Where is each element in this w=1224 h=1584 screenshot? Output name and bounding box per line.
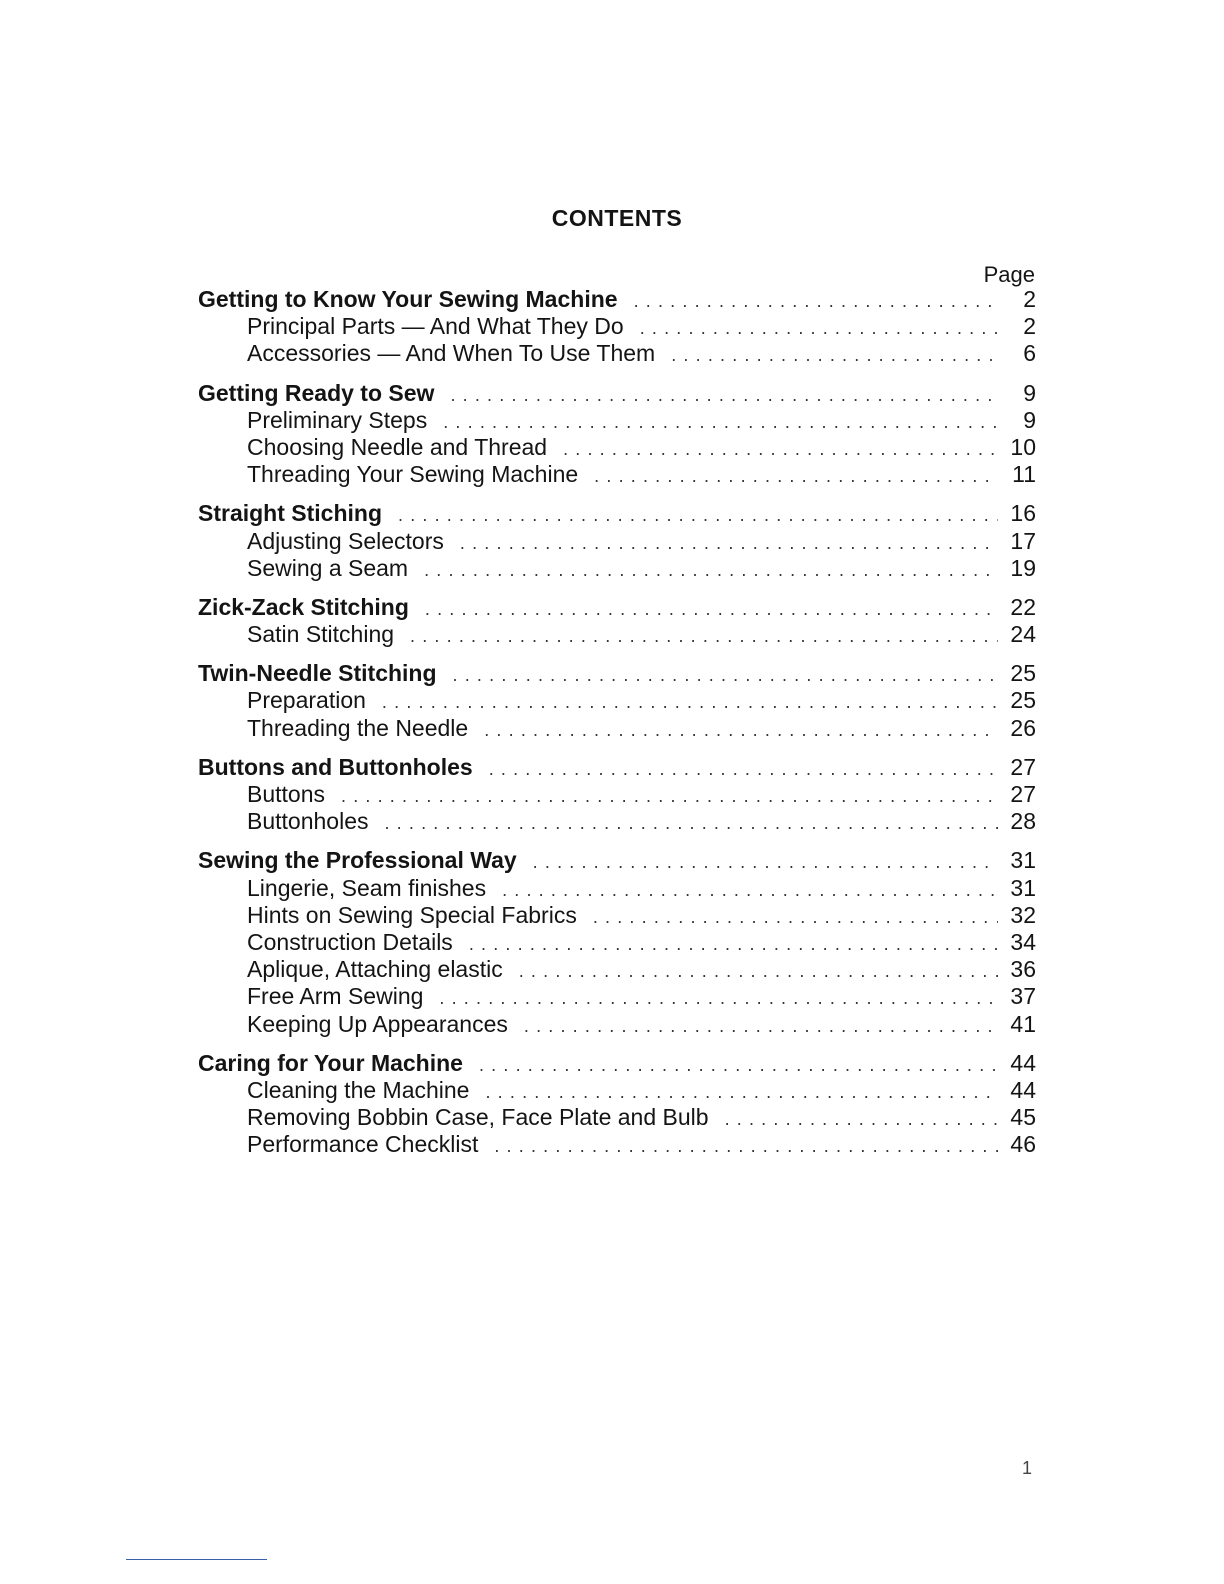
dot-leader	[485, 1079, 998, 1106]
section-title: Straight Stiching	[198, 500, 382, 527]
entry-page-number: 24	[1010, 621, 1036, 648]
toc-section-row	[198, 500, 1036, 527]
toc-entry-row	[198, 1077, 1036, 1104]
dot-leader	[594, 463, 998, 490]
entry-label: Removing Bobbin Case, Face Plate and Bulb	[247, 1104, 709, 1131]
dot-leader	[502, 877, 998, 904]
toc-entry-row	[198, 983, 1036, 1010]
toc-entry-row	[198, 555, 1036, 582]
section-page-number: 9	[1023, 379, 1036, 406]
entry-label: Keeping Up Appearances	[247, 1010, 508, 1037]
document-title: CONTENTS	[551, 205, 683, 231]
toc-section-row	[198, 594, 1036, 621]
entry-page-number: 26	[1010, 714, 1036, 741]
entry-page-number: 31	[1010, 874, 1036, 901]
toc-section	[198, 660, 1036, 742]
entry-label: Sewing a Seam	[247, 554, 409, 581]
entry-label: Free Arm Sewing	[247, 983, 424, 1010]
toc-entry-row	[198, 1104, 1036, 1131]
dot-leader	[443, 409, 998, 436]
table-of-contents	[198, 286, 1036, 1170]
toc-entry-row	[198, 1011, 1036, 1038]
entry-label: Preliminary Steps	[247, 406, 428, 433]
entry-label: Aplique, Attaching elastic	[247, 956, 503, 983]
section-title: Getting to Know Your Sewing Machine	[198, 286, 618, 312]
toc-section	[198, 1050, 1036, 1159]
toc-entry-row	[198, 875, 1036, 902]
entry-page-number: 41	[1010, 1010, 1036, 1037]
entry-page-number: 28	[1010, 808, 1036, 835]
toc-entry-row	[198, 956, 1036, 983]
entry-page-number: 37	[1010, 983, 1036, 1010]
dot-leader	[524, 1013, 998, 1040]
dot-leader	[725, 1106, 998, 1133]
dot-leader	[450, 382, 998, 409]
toc-section	[198, 754, 1036, 836]
section-page-number: 44	[1010, 1049, 1036, 1076]
entry-page-number: 45	[1010, 1104, 1036, 1131]
dot-leader	[634, 288, 998, 315]
toc-entry-row	[198, 313, 1036, 340]
section-title: Caring for Your Machine	[198, 1049, 463, 1076]
entry-page-number: 44	[1010, 1076, 1036, 1103]
page-number: 1	[1022, 1458, 1033, 1478]
dot-leader	[425, 596, 998, 623]
dot-leader	[533, 849, 998, 876]
entry-label: Choosing Needle and Thread	[247, 433, 548, 460]
toc-section-row	[198, 754, 1036, 781]
dot-leader	[424, 557, 998, 584]
entry-label: Preparation	[247, 687, 366, 714]
entry-label: Hints on Sewing Special Fabrics	[247, 901, 577, 928]
section-title: Zick-Zack Stitching	[198, 593, 409, 620]
dot-leader	[453, 662, 998, 689]
toc-entry-row	[198, 902, 1036, 929]
toc-section	[198, 286, 1036, 368]
entry-page-number: 27	[1010, 781, 1036, 807]
dot-leader	[460, 530, 998, 557]
section-page-number: 27	[1010, 753, 1036, 780]
entry-page-number: 6	[1023, 340, 1036, 367]
entry-page-number: 10	[1010, 433, 1036, 460]
dot-leader	[410, 623, 998, 650]
toc-section	[198, 380, 1036, 489]
footer-rule	[126, 1559, 267, 1560]
dot-leader	[489, 756, 998, 783]
toc-entry-row	[198, 929, 1036, 956]
toc-section-row	[198, 660, 1036, 687]
toc-section-row	[198, 380, 1036, 407]
dot-leader	[384, 810, 998, 837]
section-page-number: 2	[1023, 286, 1036, 312]
entry-page-number: 2	[1023, 313, 1036, 340]
entry-label: Principal Parts — And What They Do	[247, 313, 624, 340]
entry-page-number: 25	[1010, 687, 1036, 714]
toc-section-row	[198, 847, 1036, 874]
entry-label: Buttons	[247, 781, 325, 807]
entry-label: Lingerie, Seam finishes	[247, 874, 487, 901]
dot-leader	[671, 342, 998, 369]
toc-entry-row	[198, 808, 1036, 835]
dot-leader	[398, 502, 998, 529]
entry-page-number: 9	[1023, 406, 1036, 433]
toc-entry-row	[198, 715, 1036, 742]
section-title: Buttons and Buttonholes	[198, 753, 473, 780]
entry-label: Construction Details	[247, 928, 453, 955]
section-page-number: 16	[1010, 500, 1036, 527]
toc-section	[198, 847, 1036, 1037]
entry-page-number: 19	[1010, 554, 1036, 581]
dot-leader	[563, 436, 998, 463]
entry-label: Cleaning the Machine	[247, 1076, 470, 1103]
dot-leader	[469, 931, 998, 958]
toc-section-row	[198, 1050, 1036, 1077]
dot-leader	[484, 717, 998, 744]
page-column-heading: Page	[983, 262, 1035, 287]
section-title: Twin-Needle Stitching	[198, 660, 437, 687]
entry-label: Threading Your Sewing Machine	[247, 461, 579, 488]
entry-label: Threading the Needle	[247, 714, 469, 741]
toc-section-row	[198, 286, 1036, 313]
toc-section	[198, 594, 1036, 648]
entry-page-number: 11	[1012, 461, 1036, 488]
entry-label: Performance Checklist	[247, 1131, 479, 1158]
entry-page-number: 32	[1010, 901, 1036, 928]
entry-page-number: 17	[1010, 527, 1036, 554]
dot-leader	[494, 1133, 998, 1160]
toc-entry-row	[198, 340, 1036, 367]
entry-label: Accessories — And When To Use Them	[247, 340, 656, 367]
toc-entry-row	[198, 528, 1036, 555]
entry-label: Adjusting Selectors	[247, 527, 444, 554]
entry-page-number: 46	[1010, 1131, 1036, 1158]
section-page-number: 22	[1010, 593, 1036, 620]
dot-leader	[382, 689, 998, 716]
section-title: Sewing the Professional Way	[198, 847, 517, 874]
dot-leader	[519, 958, 998, 985]
toc-section	[198, 500, 1036, 582]
toc-entry-row	[198, 621, 1036, 648]
dot-leader	[439, 985, 998, 1012]
toc-entry-row	[198, 461, 1036, 488]
toc-entry-row	[198, 434, 1036, 461]
toc-entry-row	[198, 1131, 1036, 1158]
entry-label: Buttonholes	[247, 808, 369, 835]
dot-leader	[640, 315, 998, 342]
toc-entry-row	[198, 687, 1036, 714]
dot-leader	[479, 1052, 998, 1079]
section-page-number: 25	[1010, 660, 1036, 687]
dot-leader	[593, 904, 998, 931]
section-title: Getting Ready to Sew	[198, 379, 435, 406]
toc-entry-row	[198, 407, 1036, 434]
entry-label: Satin Stitching	[247, 621, 395, 648]
section-page-number: 31	[1010, 847, 1036, 874]
toc-entry-row	[198, 781, 1036, 808]
dot-leader	[341, 783, 998, 810]
entry-page-number: 34	[1010, 928, 1036, 955]
entry-page-number: 36	[1010, 956, 1036, 983]
